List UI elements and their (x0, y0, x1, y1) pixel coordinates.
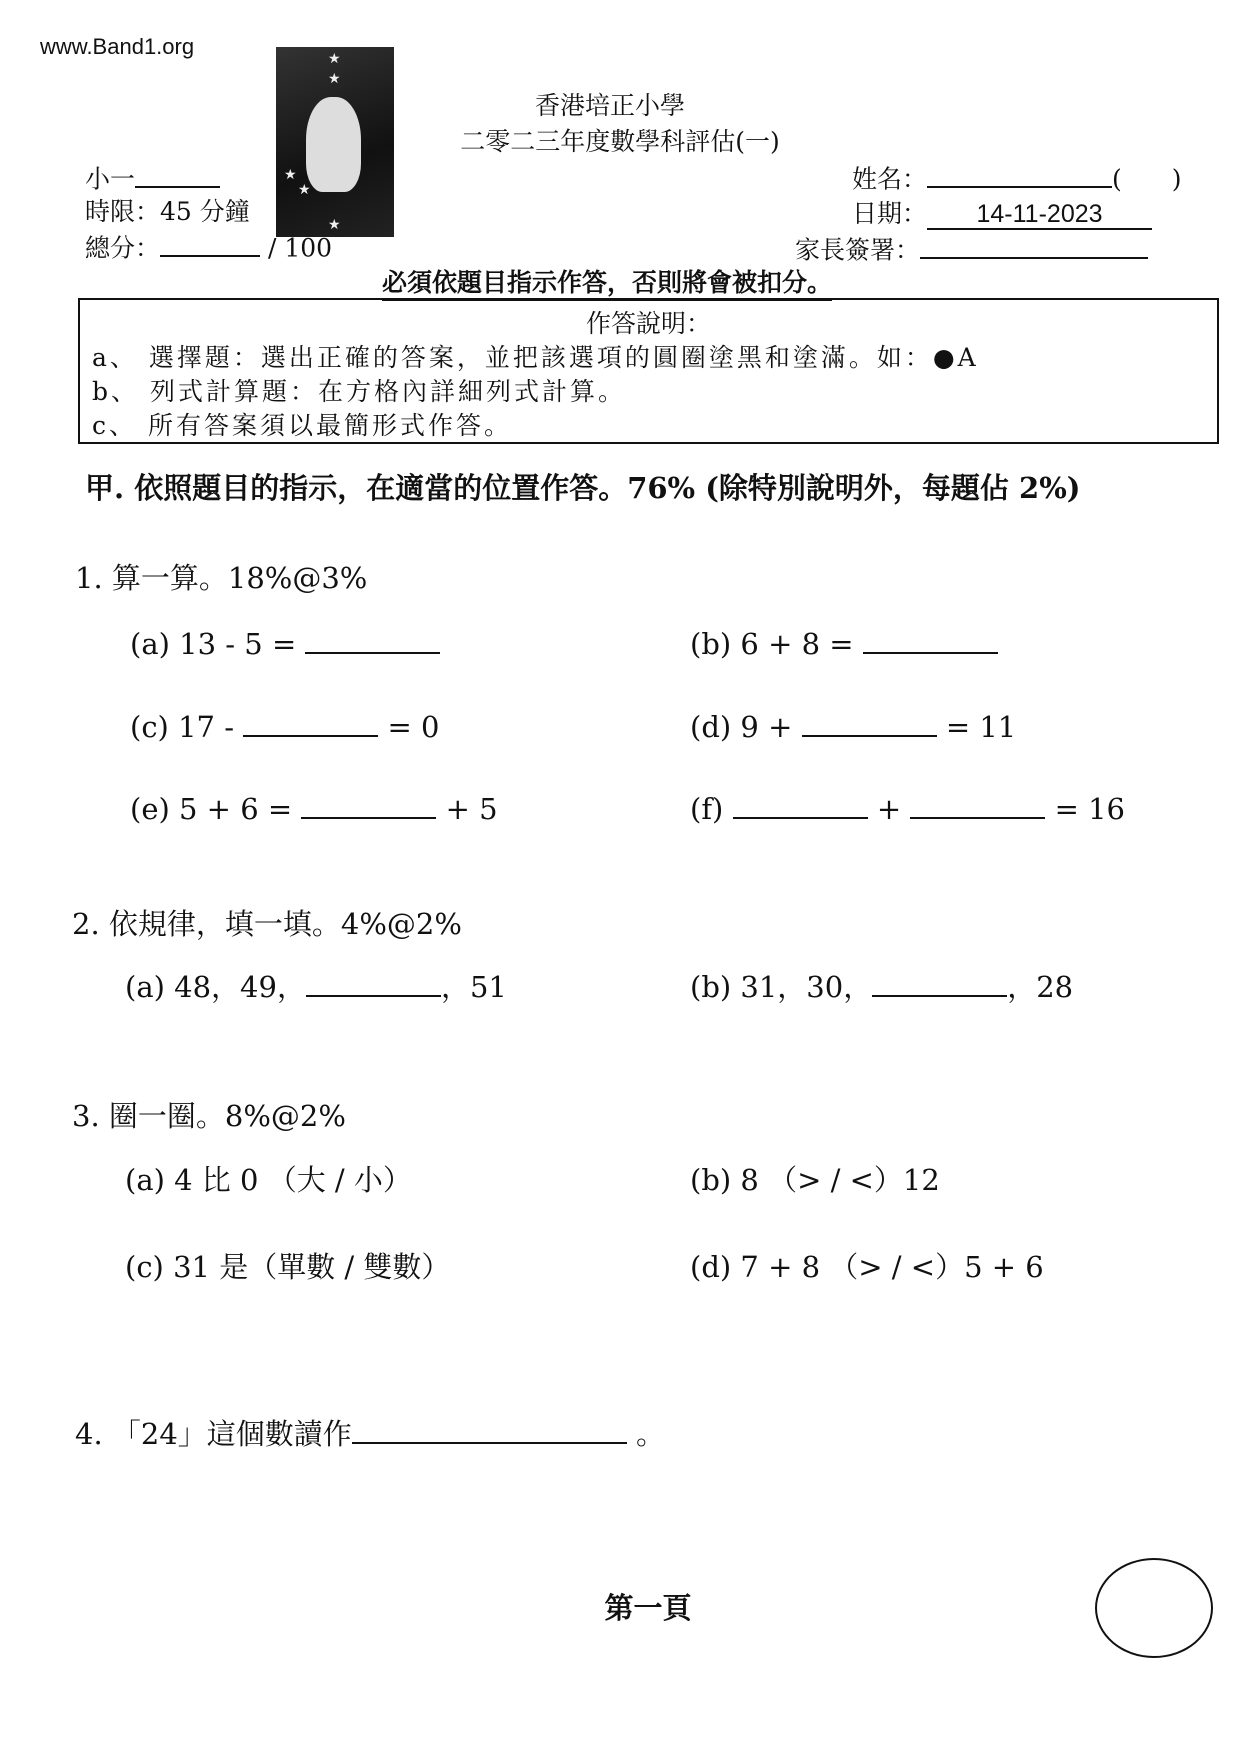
q1b: (b) 6 + 8 = (690, 620, 998, 661)
answer-blank[interactable] (863, 620, 998, 654)
q1e: (e) 5 + 6 = + 5 (130, 785, 498, 826)
page-number: 第一頁 (604, 1591, 692, 1625)
section-heading: 甲. 依照題目的指示，在適當的位置作答。76% (除特別說明外，每題佔 2%) (85, 471, 1081, 505)
q1f: (f) + = 16 (690, 785, 1125, 826)
q1d: (d) 9 + = 11 (690, 703, 1016, 744)
cartoon-cat-image: ★ ★ ★ ★ ★ (276, 47, 394, 237)
answer-blank[interactable] (352, 1410, 627, 1444)
name-field[interactable]: 姓名： ( ) (852, 158, 1182, 196)
time-limit: 時限：45 分鐘 (85, 197, 250, 226)
q1-title: 1. 算一算。18%@3% (75, 561, 368, 595)
answer-blank[interactable] (802, 703, 937, 737)
parent-signature-field[interactable]: 家長簽署： (795, 229, 1148, 267)
q3-title: 3. 圈一圈。8%@2% (72, 1099, 346, 1133)
answer-blank[interactable] (306, 963, 441, 997)
answer-blank[interactable] (301, 785, 436, 819)
answer-blank[interactable] (305, 620, 440, 654)
instruction-b: b、 列式計算題：在方格內詳細列式計算。 (92, 377, 626, 406)
answer-blank[interactable] (243, 703, 378, 737)
school-name: 香港培正小學 (534, 91, 685, 120)
q3d[interactable]: (d) 7 + 8 （> / <）5 + 6 (690, 1250, 1044, 1284)
class-field[interactable]: 小一 (85, 158, 220, 196)
instruction-a: a、 選擇題：選出正確的答案，並把該選項的圓圈塗黑和塗滿。如：●A (92, 343, 979, 372)
answer-blank[interactable] (733, 785, 868, 819)
answer-blank[interactable] (872, 963, 1007, 997)
exam-title: 二零二三年度數學科評估(一) (460, 127, 780, 156)
q3a[interactable]: (a) 4 比 0 （大 / 小） (125, 1163, 412, 1197)
score-field[interactable]: 總分： / 100 (85, 227, 332, 265)
q4: 4. 「24」這個數讀作 。 (75, 1410, 665, 1453)
instructions-title: 作答說明： (585, 309, 711, 338)
watermark: www.Band1.org (40, 34, 195, 59)
answer-blank[interactable] (910, 785, 1045, 819)
q3c[interactable]: (c) 31 是（單數 / 雙數） (125, 1250, 451, 1284)
q2a: (a) 48，49， ，51 (125, 963, 507, 1006)
q2-title: 2. 依規律，填一填。4%@2% (72, 907, 462, 941)
instructions-box (78, 298, 1219, 444)
q2b: (b) 31，30， ，28 (690, 963, 1073, 1006)
q3b[interactable]: (b) 8 （> / <）12 (690, 1163, 940, 1197)
warning-text: 必須依題目指示作答，否則將會被扣分。 (382, 263, 832, 301)
q1c: (c) 17 - = 0 (130, 703, 439, 744)
instruction-c: c、 所有答案須以最簡形式作答。 (92, 411, 512, 440)
date-field[interactable]: 日期： 14-11-2023 (852, 194, 1152, 230)
score-circle (1095, 1558, 1213, 1658)
q1a: (a) 13 - 5 = (130, 620, 440, 661)
